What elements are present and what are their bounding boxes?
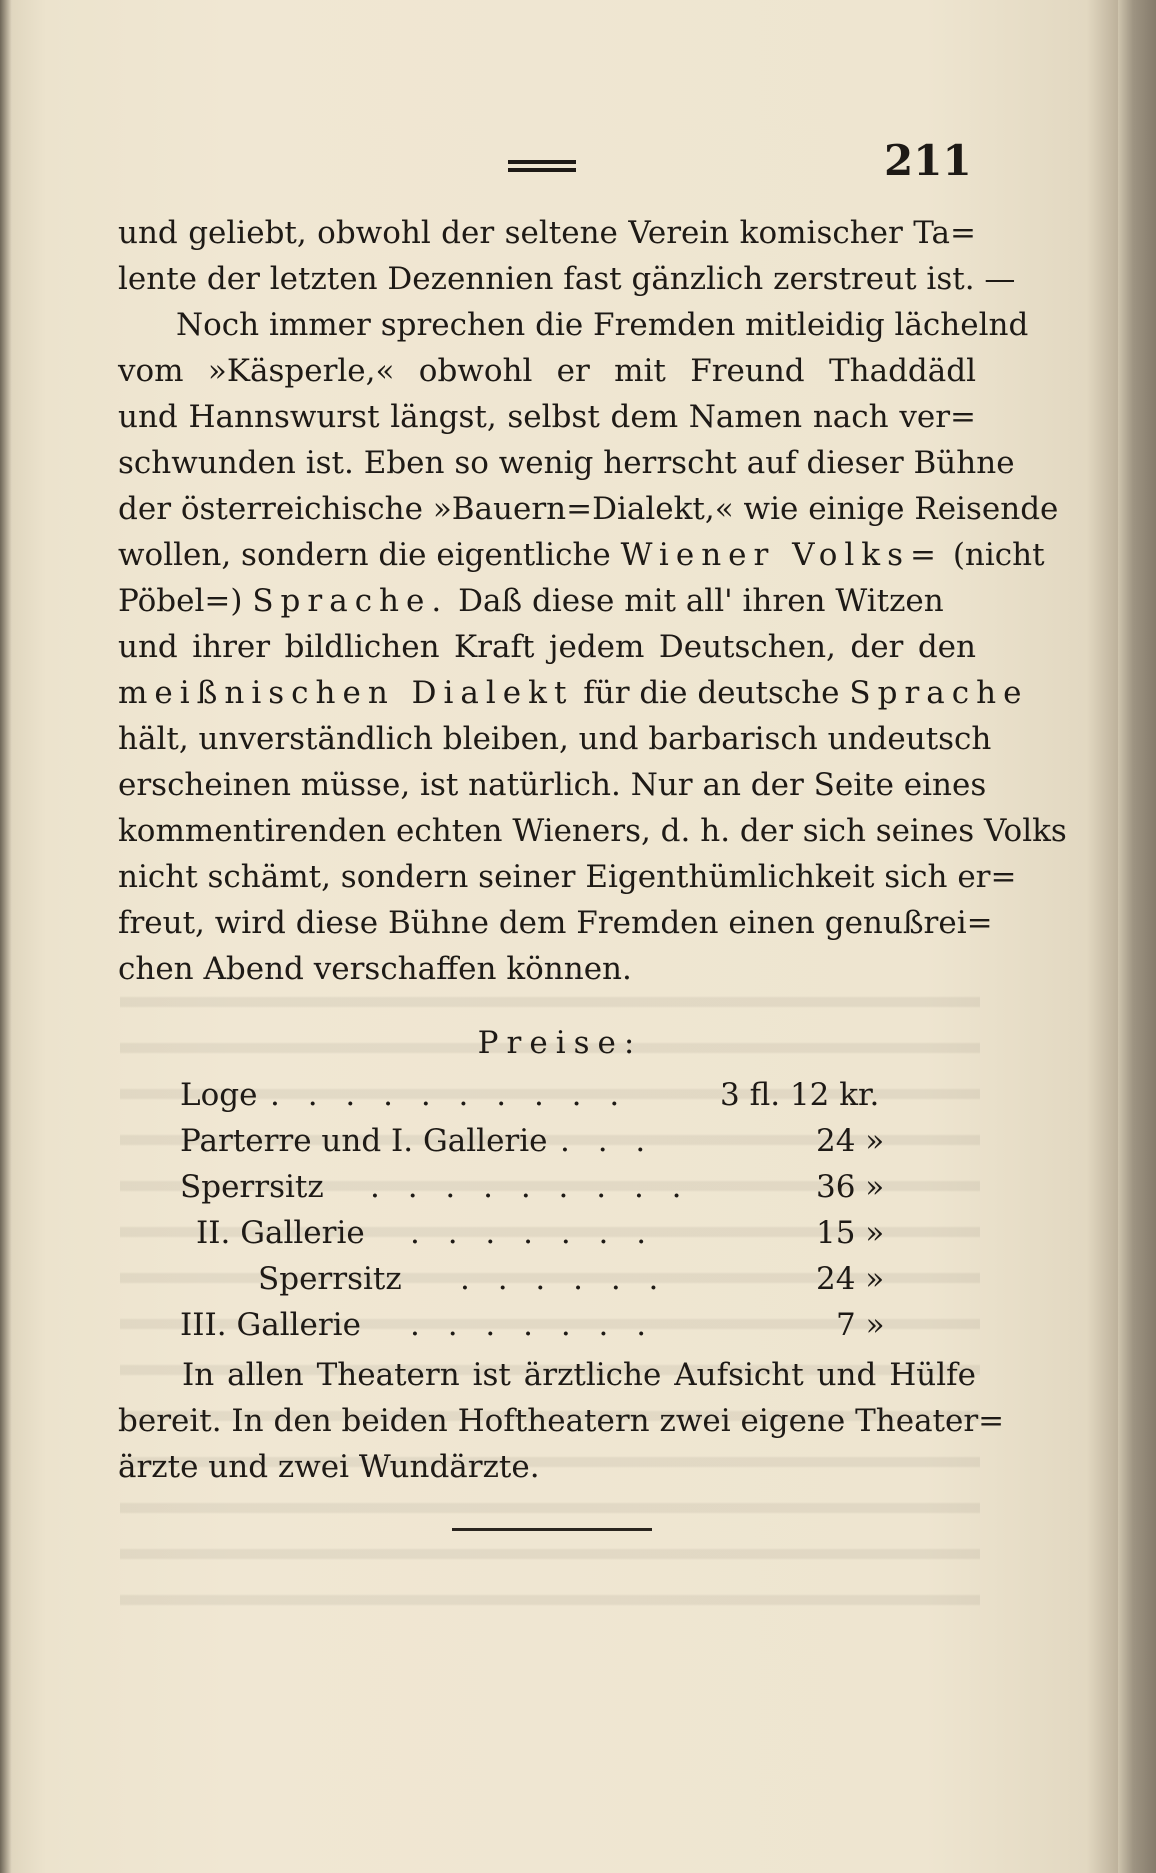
body-line-12: hält, unverständlich bleiben, und barbarisch undeutsch bbox=[118, 721, 992, 757]
price-row-parterre bbox=[180, 1118, 900, 1164]
price-row-sperrsitz-1 bbox=[180, 1164, 900, 1210]
price-label: Loge bbox=[180, 1077, 258, 1113]
price-row-ii-gallerie bbox=[180, 1210, 900, 1256]
body-line-9 bbox=[118, 578, 976, 624]
price-row-sperrsitz-2 bbox=[180, 1256, 900, 1302]
body-line-8-end: (nicht bbox=[952, 537, 1045, 573]
body-line-6: schwunden ist. Eben so wenig herrscht auf dieser Bühne bbox=[118, 445, 1015, 481]
price-label: Sperrsitz bbox=[258, 1261, 402, 1297]
body-line-11 bbox=[118, 670, 1029, 716]
spaced-word-meissnischen-dialekt: meißnischen Dialekt bbox=[118, 675, 574, 711]
body-line-1: und geliebt, obwohl der seltene Verein komischer Ta= bbox=[118, 215, 976, 251]
body-line-16: freut, wird diese Bühne dem Fremden einen genußrei= bbox=[118, 905, 993, 941]
spaced-word-sprache: Sprache. bbox=[252, 583, 449, 619]
body-line-11-middle: für die deutsche bbox=[583, 675, 840, 711]
price-amount: 15 » bbox=[816, 1215, 885, 1251]
body-line-8 bbox=[118, 532, 1045, 578]
body-line-9-start: Pöbel=) bbox=[118, 583, 243, 619]
price-leader-dots: . . . bbox=[560, 1123, 655, 1159]
header-ornament-rule bbox=[508, 160, 576, 172]
price-label: Parterre und I. Gallerie bbox=[180, 1123, 548, 1159]
price-label: III. Gallerie bbox=[180, 1307, 361, 1343]
body-line-3: Noch immer sprechen die Fremden mitleidig lächelnd bbox=[176, 307, 1029, 343]
price-amount: 7 » bbox=[836, 1307, 885, 1343]
footer-line-1: In allen Theatern ist ärztliche Aufsicht und Hülfe bbox=[182, 1357, 976, 1393]
price-amount: 24 » bbox=[816, 1261, 885, 1297]
body-line-15: nicht schämt, sondern seiner Eigenthümlichkeit sich er= bbox=[118, 859, 1017, 895]
page-edge-shadow bbox=[1118, 0, 1156, 1873]
body-line-17: chen Abend verschaffen können. bbox=[118, 951, 632, 987]
body-line-7: der österreichische »Bauern=Dialekt,« wie einige Reisende bbox=[118, 491, 1059, 527]
price-heading: Preise: bbox=[477, 1025, 643, 1061]
page-gutter-shadow bbox=[0, 0, 12, 1873]
body-line-10: und ihrer bildlichen Kraft jedem Deutschen, der den bbox=[118, 629, 976, 665]
body-line-5: und Hannswurst längst, selbst dem Namen nach ver= bbox=[118, 399, 976, 435]
body-line-13: erscheinen müsse, ist natürlich. Nur an der Seite eines bbox=[118, 767, 987, 803]
price-amount: 24 » bbox=[816, 1123, 885, 1159]
spaced-word-sprache-2: Sprache bbox=[849, 675, 1029, 711]
price-leader-dots: . . . . . . . bbox=[410, 1307, 656, 1343]
price-label: II. Gallerie bbox=[196, 1215, 365, 1251]
price-leader-dots: . . . . . . . . . bbox=[370, 1169, 691, 1205]
spaced-word-wiener-volks: Wiener Volks= bbox=[620, 537, 943, 573]
section-end-rule bbox=[452, 1528, 652, 1531]
body-line-2: lente der letzten Dezennien fast gänzlich zerstreut ist. — bbox=[118, 261, 1016, 297]
price-amount: 36 » bbox=[816, 1169, 885, 1205]
price-row-iii-gallerie bbox=[180, 1302, 900, 1348]
footer-line-2: bereit. In den beiden Hoftheatern zwei eigene Theater= bbox=[118, 1403, 1005, 1439]
price-leader-dots: . . . . . . . . . . bbox=[270, 1077, 629, 1113]
price-row-loge bbox=[180, 1072, 900, 1118]
footer-line-3: ärzte und zwei Wundärzte. bbox=[118, 1449, 540, 1485]
price-leader-dots: . . . . . . bbox=[460, 1261, 668, 1297]
page-number: 211 bbox=[884, 136, 972, 185]
body-line-4: vom »Käsperle,« obwohl er mit Freund Thaddädl bbox=[118, 353, 976, 389]
body-line-14: kommentirenden echten Wieners, d. h. der sich seines Volks bbox=[118, 813, 1067, 849]
price-label: Sperrsitz bbox=[180, 1169, 324, 1205]
body-line-8-start: wollen, sondern die eigentliche bbox=[118, 537, 611, 573]
price-leader-dots: . . . . . . . bbox=[410, 1215, 656, 1251]
price-amount: 3 fl. 12 kr. bbox=[720, 1077, 880, 1113]
body-line-9-end: Daß diese mit all' ihren Witzen bbox=[458, 583, 944, 619]
